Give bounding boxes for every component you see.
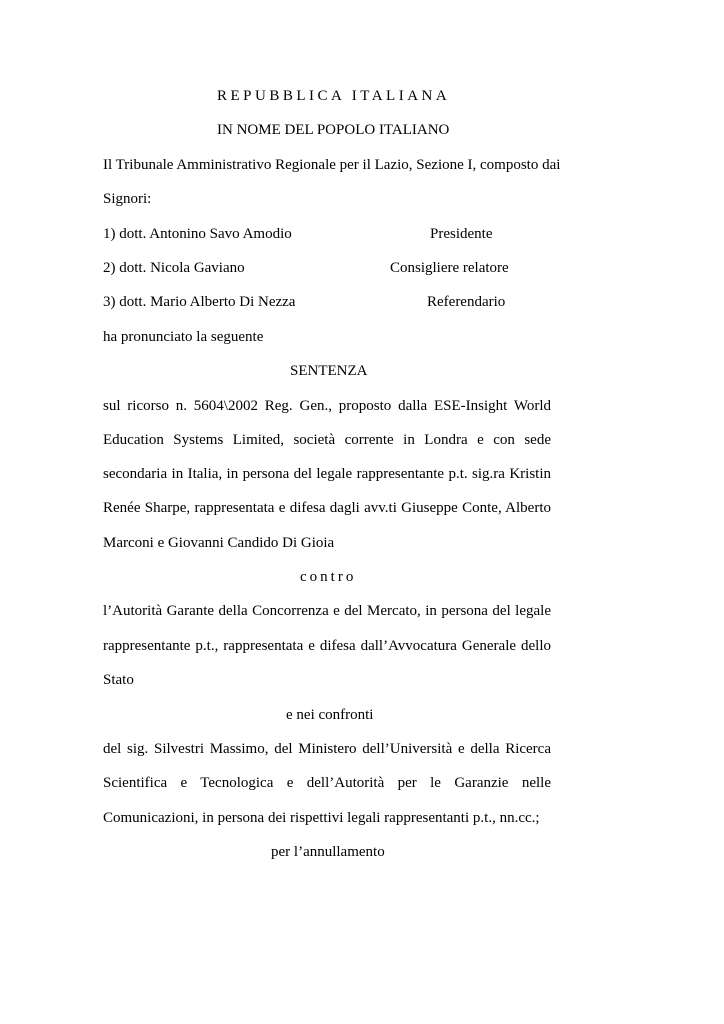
appeal-line-4: Renée Sharpe, rappresentata e difesa dagli avv.ti Giuseppe Conte, Alberto <box>103 500 551 516</box>
judge-3-name: 3) dott. Mario Alberto Di Nezza <box>103 294 296 310</box>
sentence-title: SENTENZA <box>290 363 368 379</box>
judge-2-name: 2) dott. Nicola Gaviano <box>103 260 245 276</box>
pronounced-text: ha pronunciato la seguente <box>103 329 264 345</box>
judge-1-role: Presidente <box>430 226 493 242</box>
annulment-title: per l’annullamento <box>271 844 385 860</box>
court-line-1: Il Tribunale Amministrativo Regionale per il Lazio, Sezione I, composto dai <box>103 157 561 173</box>
appeal-line-2: Education Systems Limited, società corrente in Londra e con sede <box>103 432 551 448</box>
judge-2-role: Consigliere relatore <box>390 260 509 276</box>
respondent-line-1: l’Autorità Garante della Concorrenza e del Mercato, in persona del legale <box>103 603 551 619</box>
judge-1-name: 1) dott. Antonino Savo Amodio <box>103 226 292 242</box>
respondent-line-3: Stato <box>103 672 134 688</box>
respondent-line-2: rappresentante p.t., rappresentata e difesa dall’Avvocatura Generale dello <box>103 638 551 654</box>
header-in-the-name: IN NOME DEL POPOLO ITALIANO <box>217 122 450 138</box>
appeal-line-5: Marconi e Giovanni Candido Di Gioia <box>103 535 335 551</box>
counterparts-line-1: del sig. Silvestri Massimo, del Ministero dell’Università e della Ricerca <box>103 741 551 757</box>
court-line-2: Signori: <box>103 191 152 207</box>
counterparts-line-3: Comunicazioni, in persona dei rispettivi legali rappresentanti p.t., nn.cc.; <box>103 810 540 826</box>
appeal-line-1: sul ricorso n. 5604\2002 Reg. Gen., proposto dalla ESE-Insight World <box>103 398 551 414</box>
header-republic: REPUBBLICA ITALIANA <box>217 88 451 104</box>
appeal-line-3: secondaria in Italia, in persona del legale rappresentante p.t. sig.ra Kristin <box>103 466 551 482</box>
counterparts-title: e nei confronti <box>286 707 374 723</box>
judge-3-role: Referendario <box>427 294 506 310</box>
counterparts-line-2: Scientifica e Tecnologica e dell’Autorità per le Garanzie nelle <box>103 775 551 791</box>
against-title: contro <box>300 569 357 585</box>
